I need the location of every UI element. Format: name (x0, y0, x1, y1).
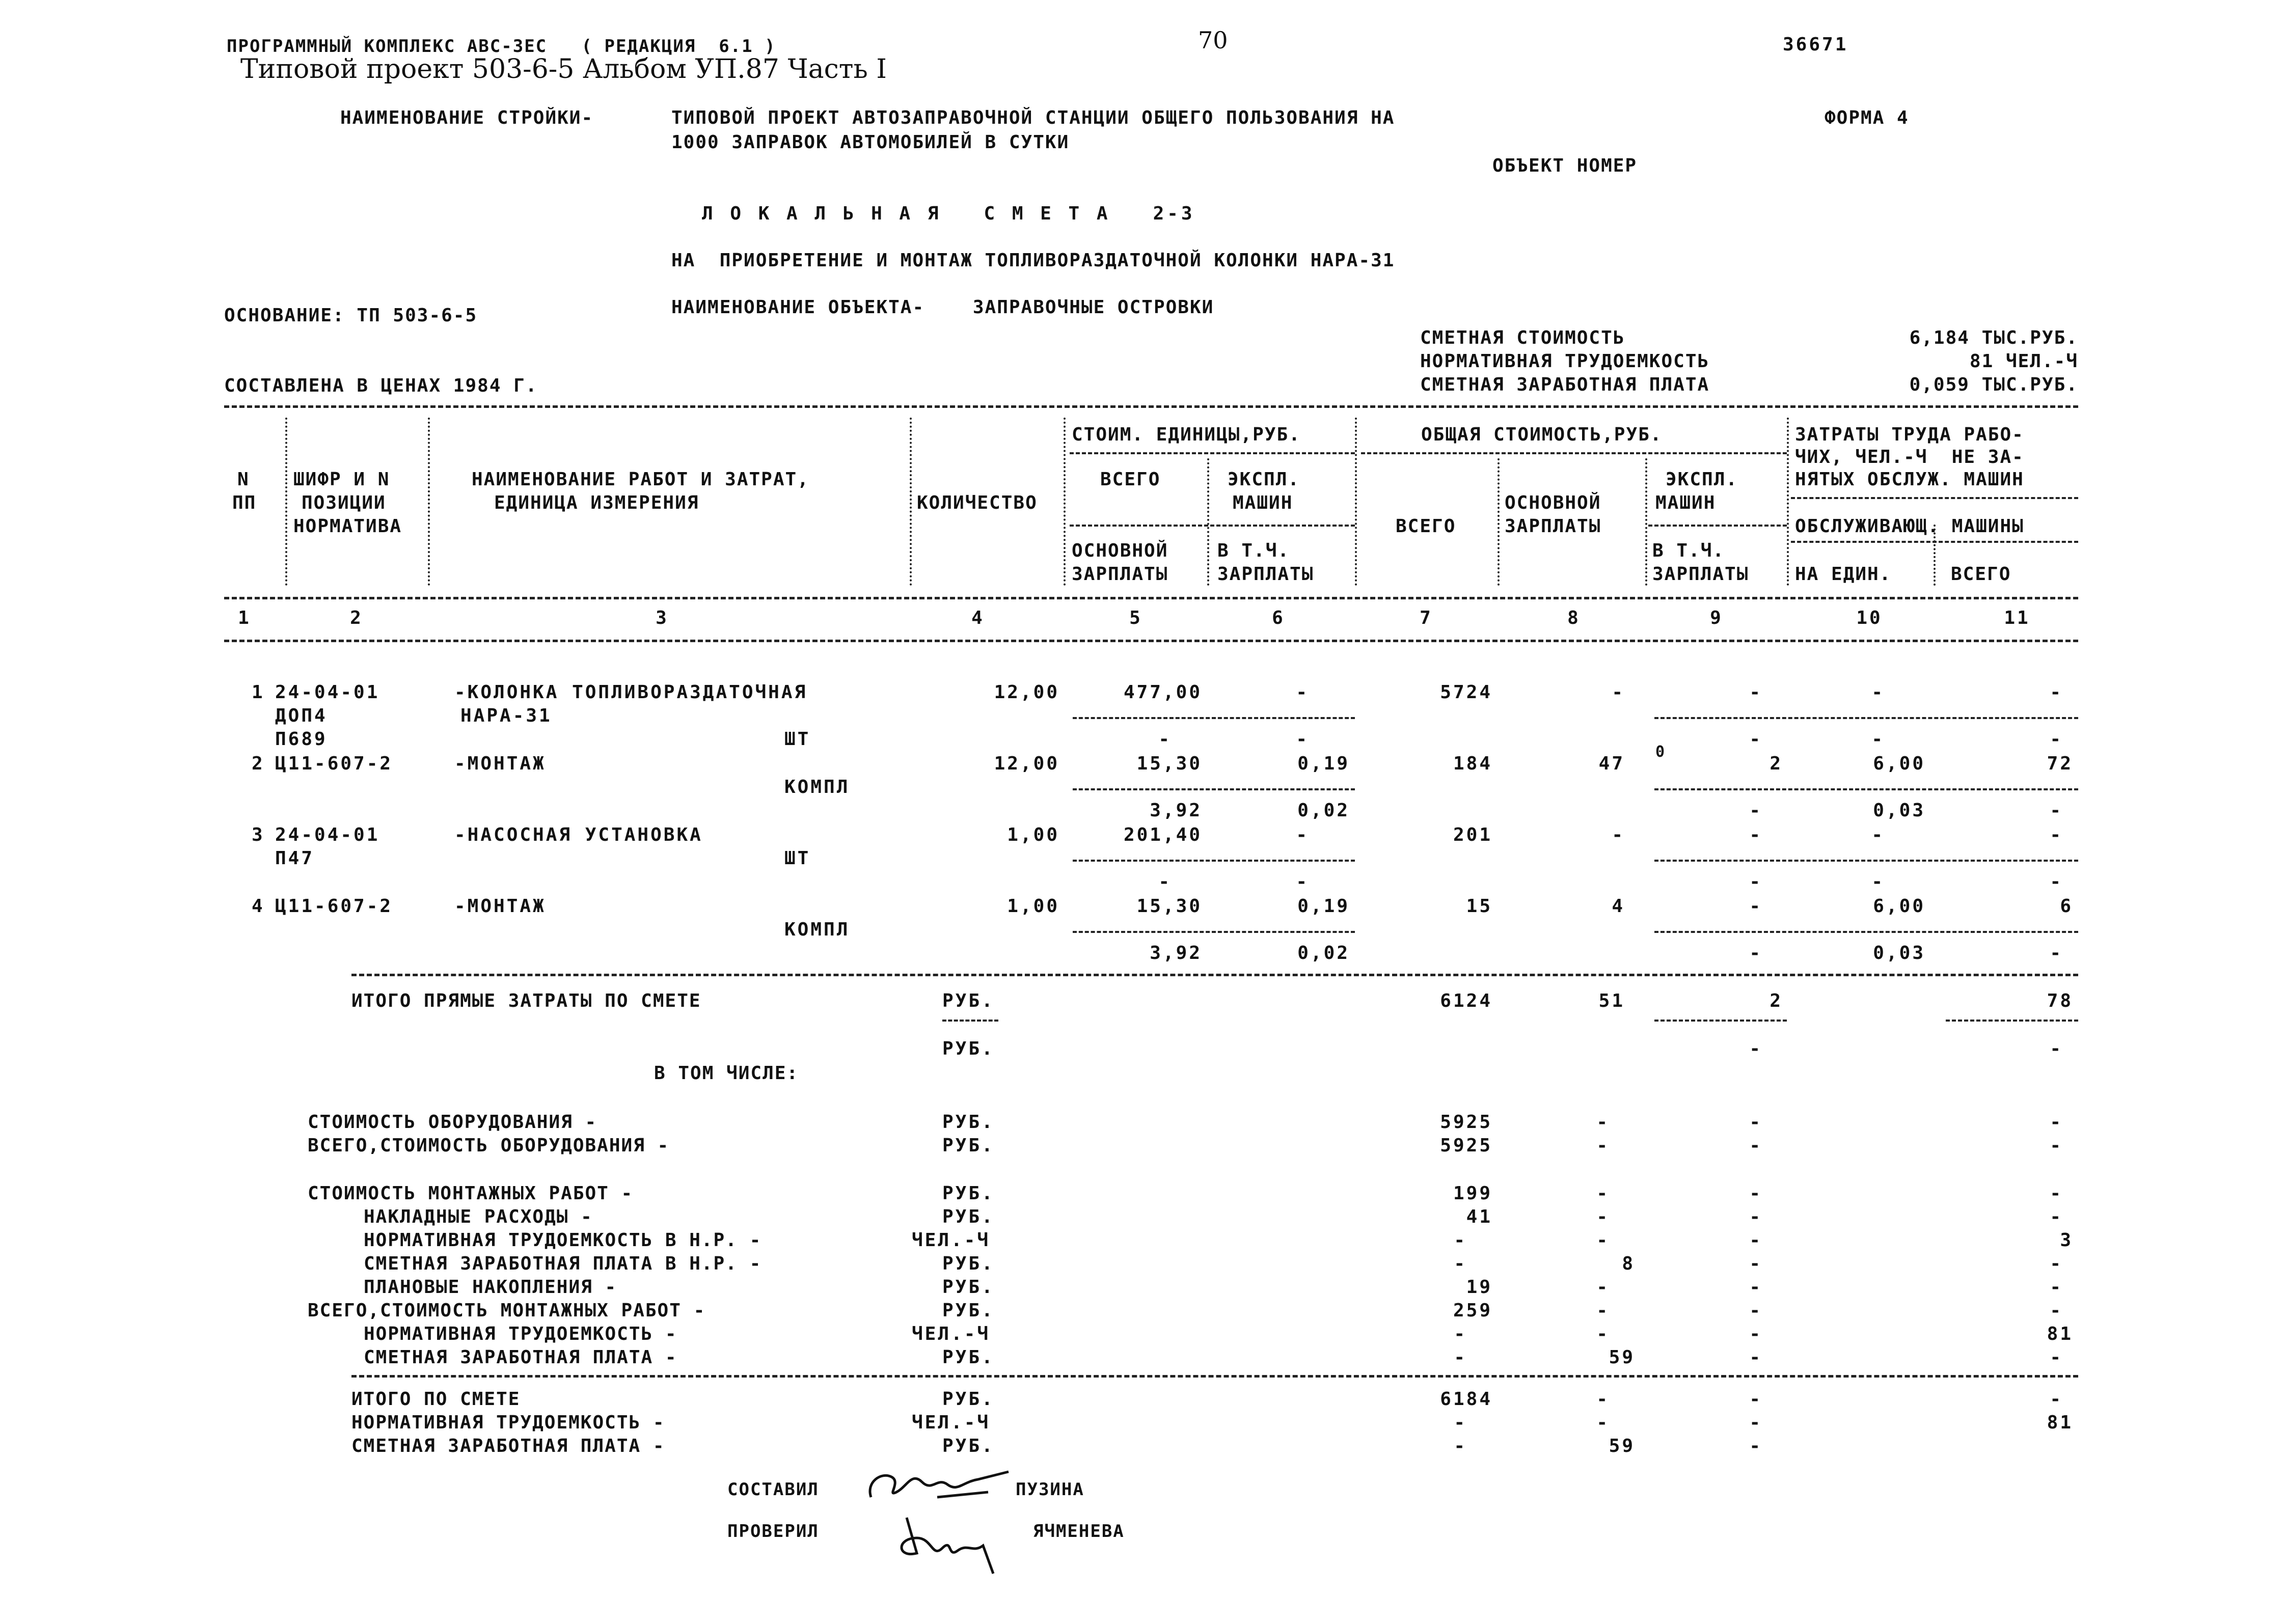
total-machine-wage-line2: ЗАРПЛАТЫ (1652, 564, 1749, 585)
total-all-header: ВСЕГО (1396, 516, 1456, 537)
row-3-total: 201 (1453, 824, 1492, 845)
row-4-name-1: -МОНТАЖ (454, 896, 546, 917)
row-1-name-2: НАРА-31 (460, 705, 552, 726)
row-4-unit-machine-wage: 0,02 (1297, 943, 1350, 964)
row-4-labor-unit-b: 0,03 (1873, 943, 1925, 964)
row-3-total-machines: - (1749, 824, 1762, 845)
col3-line1: НАИМЕНОВАНИЕ РАБОТ И ЗАТРАТ, (472, 469, 809, 490)
row-3-number: 3 (252, 824, 265, 845)
installation-wage-unit: РУБ. (942, 1347, 995, 1368)
prices-year: СОСТАВЛЕНА В ЦЕНАХ 1984 Г. (224, 375, 538, 396)
form-number: ФОРМА 4 (1825, 107, 1909, 128)
checked-label: ПРОВЕРИЛ (727, 1521, 819, 1542)
overhead-wage-unit: РУБ. (942, 1253, 995, 1274)
equipment-cost-labor: - (2050, 1112, 2063, 1133)
row-2-labor-unit-b: 0,03 (1873, 800, 1925, 821)
row-2-total: 184 (1453, 753, 1492, 774)
col-number-1: 1 (238, 608, 251, 628)
row-1-labor-unit-b: - (1871, 729, 1885, 750)
row-3-name-1: -НАСОСНАЯ УСТАНОВКА (454, 824, 703, 845)
row-1-total: 5724 (1440, 682, 1492, 703)
col2-line1: ШИФР И N (293, 469, 390, 490)
total-cost-underline (1361, 452, 1787, 454)
final-labor-hours-labor: 81 (2047, 1412, 2073, 1433)
program-name: ПРОГРАММНЫЙ КОМПЛЕКС АВС-3ЕС ( РЕДАКЦИЯ 6.1 ) (227, 36, 776, 57)
installation-cost-labor: - (2050, 1183, 2063, 1204)
equipment-cost-label: СТОИМОСТЬ ОБОРУДОВАНИЯ - (308, 1112, 597, 1133)
row-1-labor-total-b: - (2050, 729, 2063, 750)
unit-total-header: ВСЕГО (1100, 469, 1161, 490)
unit-machine-wage-line2: ЗАРПЛАТЫ (1217, 564, 1314, 585)
row-2-unit-wage: 3,92 (1150, 800, 1202, 821)
direct-costs-unit-rule (942, 1020, 998, 1022)
row-2-total-machines: 2 (1770, 753, 1783, 774)
row-1-name-1: -КОЛОНКА ТОПЛИВОРАЗДАТОЧНАЯ (454, 682, 808, 703)
row-3-total-wage: - (1612, 824, 1625, 845)
row-2-total-wage: 47 (1598, 753, 1625, 774)
row-3-subrule-a (1073, 860, 1355, 862)
final-wage-total: - (1454, 1436, 1467, 1456)
equipment-cost-machines: - (1749, 1112, 1762, 1133)
overhead-labor-hours-labor: 3 (2060, 1230, 2073, 1251)
equipment-total-labor: - (2050, 1135, 2063, 1156)
total-wage-line2: ЗАРПЛАТЫ (1505, 516, 1601, 537)
final-labor-hours-wage: - (1596, 1412, 1610, 1433)
summary-value-2: 81 ЧЕЛ.-Ч (1969, 351, 2078, 372)
col-number-7: 7 (1420, 608, 1433, 628)
row-3-labor-unit: - (1871, 824, 1885, 845)
direct-costs-machines: 2 (1770, 990, 1783, 1011)
object-name: НАИМЕНОВАНИЕ ОБЪЕКТА- ЗАПРАВОЧНЫЕ ОСТРОВКИ (671, 297, 1214, 318)
row-4-total: 15 (1466, 896, 1492, 917)
row-2-unit-machine-wage: 0,02 (1297, 800, 1350, 821)
labor-line3: НЯТЫХ ОБСЛУЖ. МАШИН (1795, 469, 2024, 490)
composed-name: ПУЗИНА (1016, 1479, 1084, 1500)
installation-cost-label: СТОИМОСТЬ МОНТАЖНЫХ РАБОТ - (308, 1183, 634, 1204)
row-4-unit-wage: 3,92 (1150, 943, 1202, 964)
row-4-unit-cost: 15,30 (1136, 896, 1202, 917)
direct-costs-rule-b (1946, 1020, 2078, 1022)
equipment-cost-unit: РУБ. (942, 1112, 995, 1133)
including-label: В ТОМ ЧИСЛЕ: (654, 1063, 799, 1084)
labor-line2: ЧИХ, ЧЕЛ.-Ч НЕ ЗА- (1795, 447, 2024, 467)
construction-label: НАИМЕНОВАНИЕ СТРОЙКИ- (340, 107, 594, 128)
installation-total-unit: РУБ. (942, 1300, 995, 1321)
unit-cost-underline (1070, 452, 1355, 454)
document-title: Л О К А Л Ь Н А Я С М Е Т А 2-3 (702, 203, 1195, 224)
row-1-code-1: 24-04-01 (275, 682, 380, 703)
row-3-unit-machines: - (1296, 824, 1309, 845)
equipment-total-total: 5925 (1440, 1135, 1492, 1156)
row-4-unit-machines: 0,19 (1297, 896, 1350, 917)
installation-labor-hours-labor: 81 (2047, 1324, 2073, 1344)
col-sep-3 (910, 418, 912, 586)
total-wage-line1: ОСНОВНОЙ (1505, 492, 1601, 513)
row-3-labor-total: - (2050, 824, 2063, 845)
final-labor-hours-unit: ЧЕЛ.-Ч (912, 1412, 991, 1433)
equipment-cost-wage: - (1596, 1112, 1610, 1133)
installation-total-total: 259 (1453, 1300, 1492, 1321)
unit-cost-mid-rule (1070, 525, 1355, 527)
unit-cost-header: СТОИМ. ЕДИНИЦЫ,РУБ. (1072, 424, 1301, 445)
installation-labor-hours-unit: ЧЕЛ.-Ч (912, 1324, 991, 1344)
row-4-total-machine-wage: - (1749, 943, 1762, 964)
installation-cost-machines: - (1749, 1183, 1762, 1204)
col-sep-7 (1498, 458, 1500, 586)
planned-savings-labor: - (2050, 1277, 2063, 1298)
overhead-wage-total: - (1454, 1253, 1467, 1274)
direct-costs-labor: 78 (2047, 990, 2073, 1011)
overhead-wage-label: СМЕТНАЯ ЗАРАБОТНАЯ ПЛАТА В Н.Р. - (364, 1253, 762, 1274)
overhead-wage-machines: - (1749, 1253, 1762, 1274)
direct-costs-total: 6124 (1440, 990, 1492, 1011)
estimate-total-total: 6184 (1440, 1389, 1492, 1410)
composer-signature (861, 1462, 1019, 1512)
direct-costs-rule-a (1654, 1020, 1787, 1022)
row-4-labor-total-b: - (2050, 943, 2063, 964)
row-3-unit-cost: 201,40 (1123, 824, 1202, 845)
col-sep-8 (1645, 458, 1647, 586)
row-2-labor-unit: 6,00 (1873, 753, 1925, 774)
installation-labor-hours-total: - (1454, 1324, 1467, 1344)
final-labor-hours-machines: - (1749, 1412, 1762, 1433)
installation-wage-machines: - (1749, 1347, 1762, 1368)
row-1-labor-total: - (2050, 682, 2063, 703)
row-1-unit-wage: - (1158, 729, 1172, 750)
estimate-total-unit: РУБ. (942, 1389, 995, 1410)
final-labor-hours-total: - (1454, 1412, 1467, 1433)
page-number: 70 (1198, 26, 1228, 54)
overhead-labor-hours-label: НОРМАТИВНАЯ ТРУДОЕМКОСТЬ В Н.Р. - (364, 1230, 762, 1251)
overhead-labor-hours-total: - (1454, 1230, 1467, 1251)
installation-total-labor: - (2050, 1300, 2063, 1321)
row-3-total-machine-wage: - (1749, 871, 1762, 892)
estimate-total-labor: - (2050, 1389, 2063, 1410)
total-machine-wage-line1: В Т.Ч. (1652, 540, 1725, 561)
labor-service: ОБСЛУЖИВАЮЩ. МАШИНЫ (1795, 516, 2024, 537)
overhead-wage: - (1596, 1206, 1610, 1227)
object-number-label: ОБЪЕКТ НОМЕР (1492, 155, 1638, 176)
row-1-total-machines: - (1749, 682, 1762, 703)
construction-line-2: 1000 ЗАПРАВОК АВТОМОБИЛЕЙ В СУТКИ (671, 132, 1070, 153)
installation-cost-wage: - (1596, 1183, 1610, 1204)
row-1-subrule-b (1654, 717, 2078, 719)
final-wage-unit: РУБ. (942, 1436, 995, 1456)
installation-labor-hours-machines: - (1749, 1324, 1762, 1344)
header-number-rule-bottom (224, 640, 2078, 642)
col-number-5: 5 (1129, 608, 1142, 628)
installation-cost-unit: РУБ. (942, 1183, 995, 1204)
row-4-subrule-b (1654, 931, 2078, 933)
row-2-number: 2 (252, 753, 265, 774)
row-1-labor-unit: - (1871, 682, 1885, 703)
installation-wage-total: - (1454, 1347, 1467, 1368)
construction-line-1: ТИПОВОЙ ПРОЕКТ АВТОЗАПРАВОЧНОЙ СТАНЦИИ ОБЩЕГО ПОЛЬЗОВАНИЯ НА (671, 107, 1395, 128)
handwritten-project-label: Типовой проект 503-6-5 Альбом УП.87 Часть I (240, 54, 887, 85)
col1-line1: N (237, 469, 250, 490)
composed-label: СОСТАВИЛ (727, 1479, 819, 1500)
equipment-cost-total: 5925 (1440, 1112, 1492, 1133)
col-sep-4 (1064, 418, 1066, 586)
planned-savings-machines: - (1749, 1277, 1762, 1298)
overhead-machines: - (1749, 1206, 1762, 1227)
row-4-number: 4 (252, 896, 265, 917)
labor-total: ВСЕГО (1951, 564, 2011, 585)
row-3-labor-unit-b: - (1871, 871, 1885, 892)
summary-value-1: 6,184 ТЫС.РУБ. (1909, 327, 2078, 348)
header-top-rule (224, 405, 2078, 408)
document-number: 36671 (1783, 34, 1848, 55)
direct-costs-unit-2: РУБ. (942, 1038, 995, 1059)
installation-wage-labor: - (2050, 1347, 2063, 1368)
unit-machine-wage-line1: В Т.Ч. (1217, 540, 1290, 561)
direct-costs-labor-b: - (2050, 1038, 2063, 1059)
unit-wage-line1: ОСНОВНОЙ (1072, 540, 1168, 561)
overhead-unit: РУБ. (942, 1206, 995, 1227)
row-2-total-wage-mark: 0 (1655, 743, 1667, 761)
summary-label-1: СМЕТНАЯ СТОИМОСТЬ (1420, 327, 1625, 348)
row-1-quantity: 12,00 (994, 682, 1059, 703)
col-sep-6 (1355, 418, 1357, 586)
row-2-code-1: Ц11-607-2 (275, 753, 393, 774)
estimate-total-label: ИТОГО ПО СМЕТЕ (351, 1389, 521, 1410)
direct-costs-wage: 51 (1598, 990, 1625, 1011)
installation-total-wage: - (1596, 1300, 1610, 1321)
row-3-quantity: 1,00 (1007, 824, 1059, 845)
checked-name: ЯЧМЕНЕВА (1033, 1521, 1125, 1542)
col-number-4: 4 (971, 608, 985, 628)
row-1-subrule-a (1073, 717, 1355, 719)
installation-labor-hours-wage: - (1596, 1324, 1610, 1344)
row-1-number: 1 (252, 682, 265, 703)
row-1-total-machine-wage: - (1749, 729, 1762, 750)
col-number-2: 2 (350, 608, 363, 628)
overhead-wage-wage: 8 (1622, 1253, 1635, 1274)
row-2-unit-cost: 15,30 (1136, 753, 1202, 774)
labor-rule-1 (1791, 497, 2078, 499)
row-2-name-1: -МОНТАЖ (454, 753, 546, 774)
row-1-unit-cost: 477,00 (1123, 682, 1202, 703)
installation-total-machines: - (1749, 1300, 1762, 1321)
estimate-total-wage: - (1596, 1389, 1610, 1410)
row-2-unit: КОМПЛ (784, 777, 850, 797)
unit-machines-line2: МАШИН (1233, 492, 1293, 513)
col-number-9: 9 (1710, 608, 1723, 628)
equipment-total-machines: - (1749, 1135, 1762, 1156)
row-3-unit: ШТ (784, 848, 811, 869)
installation-wage-label: СМЕТНАЯ ЗАРАБОТНАЯ ПЛАТА - (364, 1347, 677, 1368)
installation-cost-total: 199 (1453, 1183, 1492, 1204)
labor-rule-2 (1791, 541, 2078, 543)
planned-savings-unit: РУБ. (942, 1277, 995, 1298)
unit-machines-line1: ЭКСПЛ. (1228, 469, 1300, 490)
row-2-labor-total: 72 (2047, 753, 2073, 774)
row-2-subrule-a (1073, 788, 1355, 790)
row-4-labor-unit: 6,00 (1873, 896, 1925, 917)
total-machines-rule (1648, 525, 1787, 527)
row-3-code-2: П47 (275, 848, 315, 869)
installation-labor-hours-label: НОРМАТИВНАЯ ТРУДОЕМКОСТЬ - (364, 1324, 677, 1344)
overhead-total: 41 (1466, 1206, 1492, 1227)
row-1-unit: ШТ (784, 729, 811, 750)
row-4-total-machines: - (1749, 896, 1762, 917)
final-wage-label: СМЕТНАЯ ЗАРАБОТНАЯ ПЛАТА - (351, 1436, 665, 1456)
final-totals-rule (351, 1375, 2078, 1378)
document-subtitle: НА ПРИОБРЕТЕНИЕ И МОНТАЖ ТОПЛИВОРАЗДАТОЧНОЙ КОЛОНКИ НАРА-31 (671, 250, 1395, 271)
col-number-11: 11 (2004, 608, 2030, 628)
row-3-unit-wage: - (1158, 871, 1172, 892)
row-3-unit-machine-wage: - (1296, 871, 1309, 892)
col-number-3: 3 (656, 608, 669, 628)
row-2-subrule-b (1654, 788, 2078, 790)
row-1-total-wage: - (1612, 682, 1625, 703)
col2-line2: ПОЗИЦИИ (302, 492, 386, 513)
summary-label-2: НОРМАТИВНАЯ ТРУДОЕМКОСТЬ (1420, 351, 1710, 372)
basis: ОСНОВАНИЕ: ТП 503-6-5 (224, 305, 478, 326)
row-2-unit-machines: 0,19 (1297, 753, 1350, 774)
row-3-labor-total-b: - (2050, 871, 2063, 892)
summary-label-3: СМЕТНАЯ ЗАРАБОТНАЯ ПЛАТА (1420, 374, 1710, 395)
col-number-10: 10 (1856, 608, 1883, 628)
totals-top-rule (351, 974, 2078, 976)
final-labor-hours-label: НОРМАТИВНАЯ ТРУДОЕМКОСТЬ - (351, 1412, 665, 1433)
row-2-labor-total-b: - (2050, 800, 2063, 821)
row-4-subrule-a (1073, 931, 1355, 933)
total-machines-line1: ЭКСПЛ. (1666, 469, 1738, 490)
planned-savings-label: ПЛАНОВЫЕ НАКОПЛЕНИЯ - (364, 1277, 617, 1298)
row-4-total-wage: 4 (1612, 896, 1625, 917)
overhead-labor-hours-machines: - (1749, 1230, 1762, 1251)
checker-signature (886, 1507, 1003, 1579)
direct-costs-unit: РУБ. (942, 990, 995, 1011)
col3-line2: ЕДИНИЦА ИЗМЕРЕНИЯ (494, 492, 699, 513)
row-2-total-machine-wage: - (1749, 800, 1762, 821)
col2-line3: НОРМАТИВА (293, 516, 402, 537)
planned-savings-total: 19 (1466, 1277, 1492, 1298)
row-3-code-1: 24-04-01 (275, 824, 380, 845)
direct-costs-label: ИТОГО ПРЯМЫЕ ЗАТРАТЫ ПО СМЕТЕ (351, 990, 701, 1011)
row-3-subrule-b (1654, 860, 2078, 862)
row-4-code-1: Ц11-607-2 (275, 896, 393, 917)
col-sep-5 (1207, 458, 1209, 586)
col-sep-1 (285, 418, 287, 586)
final-wage-wage: 59 (1609, 1436, 1635, 1456)
col-sep-2 (428, 418, 430, 586)
col4-quantity: КОЛИЧЕСТВО (917, 492, 1038, 513)
col-number-6: 6 (1272, 608, 1285, 628)
row-4-labor-total: 6 (2060, 896, 2073, 917)
unit-wage-line2: ЗАРПЛАТЫ (1072, 564, 1168, 585)
col-number-8: 8 (1567, 608, 1581, 628)
header-number-rule-top (224, 597, 2078, 599)
row-2-quantity: 12,00 (994, 753, 1059, 774)
row-1-unit-machine-wage: - (1296, 729, 1309, 750)
row-1-code-2: ДОП4 (275, 705, 328, 726)
total-machines-line2: МАШИН (1655, 492, 1716, 513)
equipment-total-wage: - (1596, 1135, 1610, 1156)
direct-costs-machines-b: - (1749, 1038, 1762, 1059)
row-1-code-3: П689 (275, 729, 328, 750)
col-sep-9 (1787, 418, 1789, 586)
overhead-labor-hours-unit: ЧЕЛ.-Ч (912, 1230, 991, 1251)
row-4-unit: КОМПЛ (784, 919, 850, 940)
planned-savings-wage: - (1596, 1277, 1610, 1298)
col1-line2: ПП (232, 492, 257, 513)
installation-wage-wage: 59 (1609, 1347, 1635, 1368)
total-cost-header: ОБЩАЯ СТОИМОСТЬ,РУБ. (1421, 424, 1663, 445)
summary-value-3: 0,059 ТЫС.РУБ. (1909, 374, 2078, 395)
overhead-labor: - (2050, 1206, 2063, 1227)
final-wage-machines: - (1749, 1436, 1762, 1456)
overhead-wage-labor: - (2050, 1253, 2063, 1274)
labor-unit: НА ЕДИН. (1795, 564, 1892, 585)
labor-line1: ЗАТРАТЫ ТРУДА РАБО- (1795, 424, 2024, 445)
installation-total-label: ВСЕГО,СТОИМОСТЬ МОНТАЖНЫХ РАБОТ - (308, 1300, 706, 1321)
equipment-total-unit: РУБ. (942, 1135, 995, 1156)
estimate-total-machines: - (1749, 1389, 1762, 1410)
row-4-quantity: 1,00 (1007, 896, 1059, 917)
row-1-unit-machines: - (1296, 682, 1309, 703)
overhead-labor-hours-wage: - (1596, 1230, 1610, 1251)
equipment-total-label: ВСЕГО,СТОИМОСТЬ ОБОРУДОВАНИЯ - (308, 1135, 670, 1156)
overhead-label: НАКЛАДНЫЕ РАСХОДЫ - (364, 1206, 593, 1227)
